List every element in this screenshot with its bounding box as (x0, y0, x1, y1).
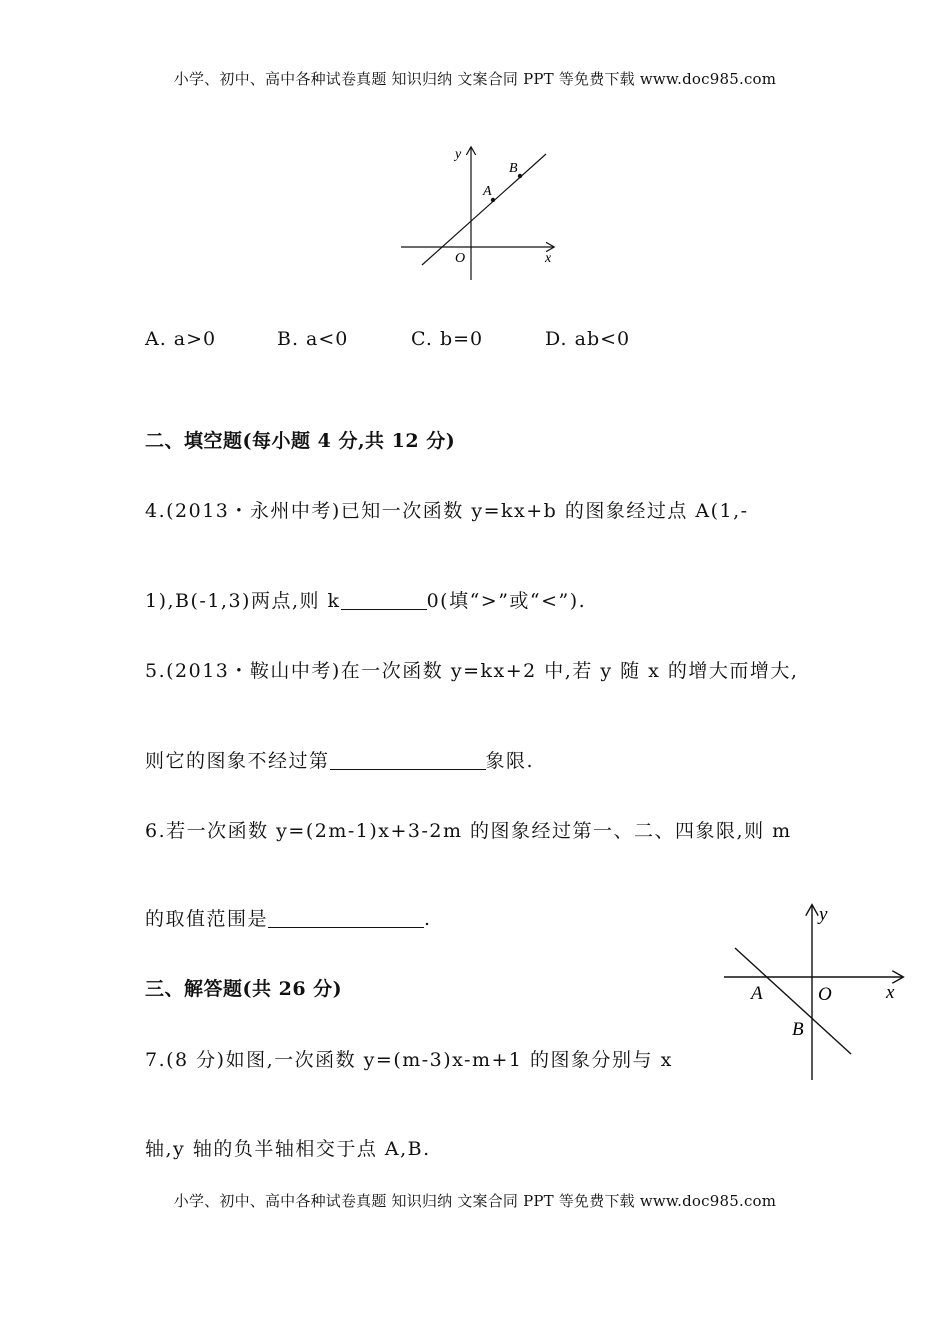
q5-text-before-blank: 则它的图象不经过第 (145, 750, 330, 772)
origin-label: O (818, 984, 832, 1005)
option-d: D. ab<0 (545, 328, 631, 350)
q5-line-1: 5.(2013・鞍山中考)在一次函数 y=kx+2 中,若 y 随 x 的增大而增大, (145, 660, 799, 682)
point-b-label: B (792, 1019, 804, 1040)
figure-1-graph (395, 140, 565, 285)
point-b-label: B (509, 161, 518, 176)
q5-text-after-blank: 象限. (485, 750, 535, 772)
q4-text-before-blank: 1),B(-1,3)两点,则 k (145, 590, 341, 612)
section-2-title: 二、填空题(每小题 4 分,共 12 分) (145, 430, 456, 452)
q7-line-1: 7.(8 分)如图,一次函数 y=(m-3)x-m+1 的图象分别与 x (145, 1049, 673, 1071)
q7-line-2: 轴,y 轴的负半轴相交于点 A,B. (145, 1138, 431, 1160)
page-footer: 小学、初中、高中各种试卷真题 知识归纳 文案合同 PPT 等免费下载 www.doc985.com (173, 1192, 777, 1210)
graph-line (422, 154, 546, 265)
figure-2-graph (720, 900, 910, 1085)
point-b (518, 174, 522, 178)
q4-answer-blank[interactable] (341, 591, 427, 610)
page-header: 小学、初中、高中各种试卷真题 知识归纳 文案合同 PPT 等免费下载 www.doc985.com (173, 70, 777, 88)
x-axis-label: x (886, 982, 895, 1003)
option-c: C. b=0 (411, 328, 484, 350)
section-3-title: 三、解答题(共 26 分) (145, 978, 343, 1000)
x-axis-label: x (545, 251, 552, 266)
q4-line-1: 4.(2013・永州中考)已知一次函数 y=kx+b 的图象经过点 A(1,- (145, 500, 749, 522)
q4-text-after-blank: 0(填“>”或“<”). (426, 590, 587, 612)
q6-line-1: 6.若一次函数 y=(2m-1)x+3-2m 的图象经过第一、二、四象限,则 m (145, 820, 792, 842)
q5-line-2 (145, 746, 534, 773)
q6-text-after-blank: . (424, 908, 432, 930)
y-axis-label: y (455, 147, 462, 162)
point-a-label: A (483, 184, 492, 199)
origin-label: O (455, 251, 466, 266)
q6-line-2 (145, 904, 432, 931)
q5-answer-blank[interactable] (330, 751, 486, 770)
q6-text-before-blank: 的取值范围是 (145, 908, 269, 930)
y-axis-label: y (819, 904, 828, 925)
option-b: B. a<0 (277, 328, 349, 350)
option-a: A. a>0 (145, 328, 217, 350)
point-a-label: A (751, 983, 763, 1004)
q4-line-2 (145, 586, 586, 613)
q6-answer-blank[interactable] (268, 909, 424, 928)
